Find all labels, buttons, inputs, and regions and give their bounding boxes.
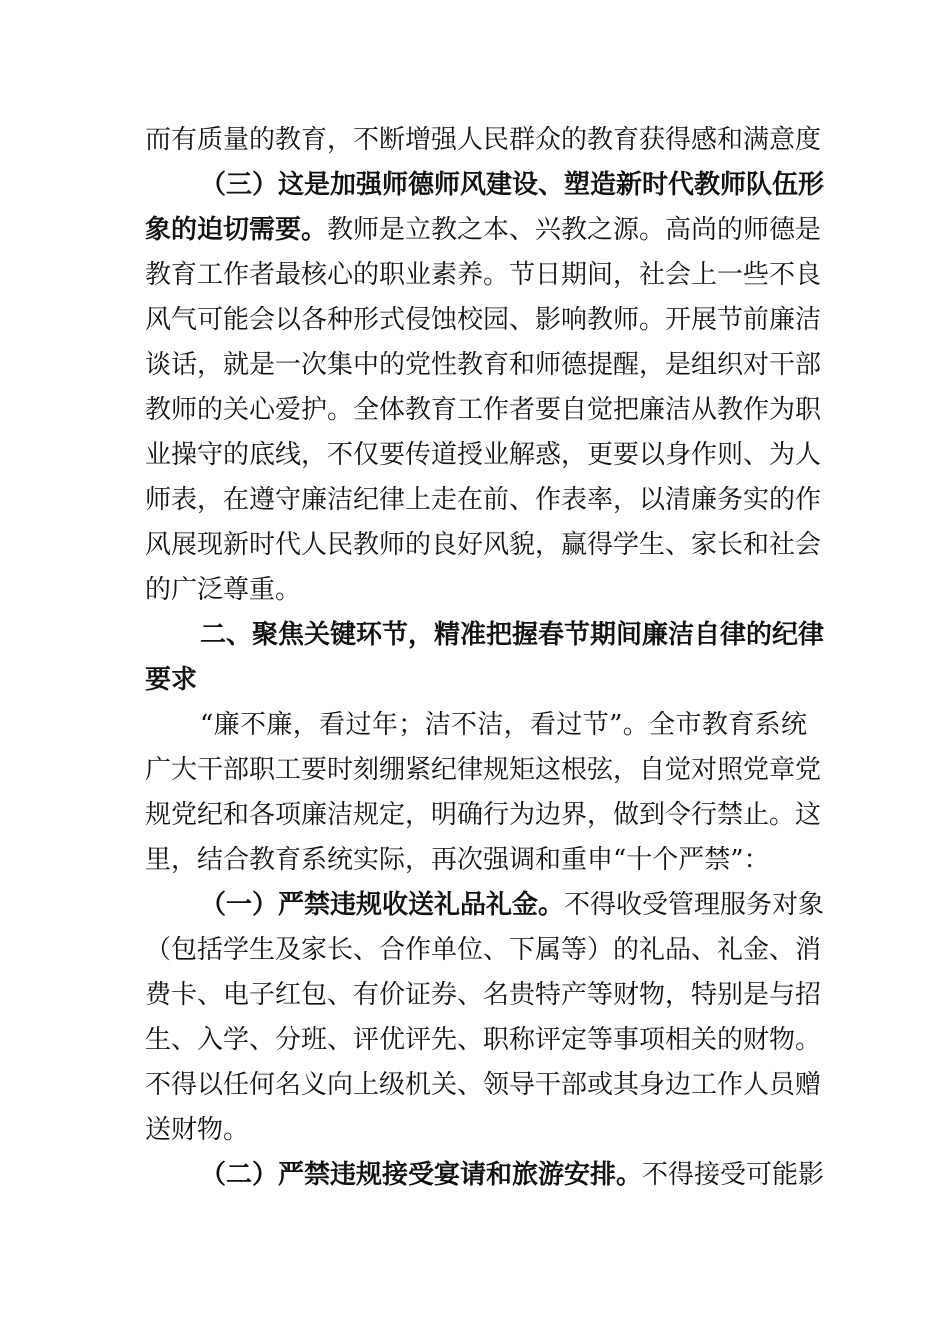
body-text: “廉不廉，看过年；洁不洁，看过节”。全市教育系统 xyxy=(200,710,807,740)
text-line xyxy=(145,973,822,1018)
subheading-line xyxy=(145,163,825,208)
section-heading xyxy=(145,658,807,703)
body-text: 不得以任何名义向上级机关、领导干部或其身边工作人员赠 xyxy=(145,1070,822,1100)
text-line xyxy=(145,118,822,163)
text-line xyxy=(145,208,822,253)
body-text: 不得接受可能影 xyxy=(642,1160,825,1190)
text-line xyxy=(145,388,822,433)
subheading-line xyxy=(145,883,825,928)
body-text: 师表，在遵守廉洁纪律上走在前、作表率，以清廉务实的作 xyxy=(145,485,822,515)
text-line xyxy=(145,253,822,298)
section-heading xyxy=(145,613,825,658)
text-line xyxy=(145,928,822,973)
text-line xyxy=(145,703,807,748)
text-line xyxy=(145,1108,807,1153)
body-text: 风展现新时代人民教师的良好风貌，赢得学生、家长和社会 xyxy=(145,530,822,560)
body-text: 教师的关心爱护。全体教育工作者要自觉把廉洁从教作为职 xyxy=(145,395,822,425)
bold-text: 要求 xyxy=(145,665,198,695)
text-line xyxy=(145,523,822,568)
body-text: 教师是立教之本、兴教之源。高尚的师德是 xyxy=(327,215,822,245)
body-text: 而有质量的教育，不断增强人民群众的教育获得感和满意度 xyxy=(145,125,822,155)
text-line xyxy=(145,433,822,478)
body-text: 不得收受管理服务对象 xyxy=(564,890,825,920)
body-text: 广大干部职工要时刻绷紧纪律规矩这根弦，自觉对照党章党 xyxy=(145,755,822,785)
body-text: 费卡、电子红包、有价证券、名贵特产等财物，特别是与招 xyxy=(145,980,822,1010)
text-line xyxy=(145,1063,822,1108)
body-text: 规党纪和各项廉洁规定，明确行为边界，做到令行禁止。这 xyxy=(145,800,822,830)
text-line xyxy=(145,298,822,343)
body-text: 教育工作者最核心的职业素养。节日期间，社会上一些不良 xyxy=(145,260,822,290)
text-line xyxy=(145,1018,822,1063)
text-line xyxy=(145,478,822,523)
body-text: 谈话，就是一次集中的党性教育和师德提醒，是组织对干部 xyxy=(145,350,822,380)
body-text: 里，结合教育系统实际，再次强调和重申“十个严禁”： xyxy=(145,845,770,875)
bold-text: （三）这是加强师德师风建设、塑造新时代教师队伍形 xyxy=(200,170,825,200)
document-page xyxy=(145,118,825,1198)
text-line xyxy=(145,793,822,838)
body-text: 送财物。 xyxy=(145,1115,250,1145)
bold-text: 二、聚焦关键环节，精准把握春节期间廉洁自律的纪律 xyxy=(200,620,825,650)
text-line xyxy=(145,343,822,388)
bold-text: （二）严禁违规接受宴请和旅游安排。 xyxy=(200,1160,643,1190)
body-text: （包括学生及家长、合作单位、下属等）的礼品、礼金、消 xyxy=(145,935,822,965)
body-text: 业操守的底线，不仅要传道授业解惑，更要以身作则、为人 xyxy=(145,440,822,470)
bold-text: 象的迫切需要。 xyxy=(145,215,328,245)
text-line xyxy=(145,748,822,793)
text-line xyxy=(145,838,807,883)
body-text: 风气可能会以各种形式侵蚀校园、影响教师。开展节前廉洁 xyxy=(145,305,822,335)
body-text: 生、入学、分班、评优评先、职称评定等事项相关的财物。 xyxy=(145,1025,822,1055)
text-line xyxy=(145,568,807,613)
body-text: 的广泛尊重。 xyxy=(145,575,302,605)
bold-text: （一）严禁违规收送礼品礼金。 xyxy=(200,890,565,920)
subheading-line xyxy=(145,1153,825,1198)
